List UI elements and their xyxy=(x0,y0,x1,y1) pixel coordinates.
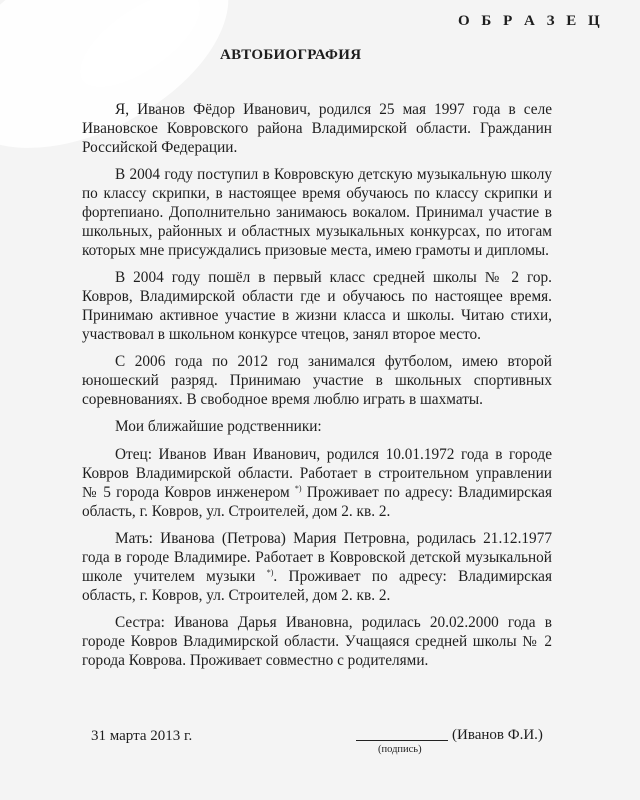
paragraph-music-school: В 2004 году поступил в Ковровскую детскую музыкальную школу по классу скрипки, в настоящее время обучаюсь по классу скрипки и фортепиано. Дополнительно занимаюсь вокалом. Принимал участие в школьных, районных и областных музыкальных конкурсах, по итогам которых мне присуждались призовые места, имею грамоты и дипломы. xyxy=(82,166,552,259)
footnote-mark: *) xyxy=(294,483,302,493)
footnote-mark: *) xyxy=(266,567,274,577)
relative-text: Сестра: Иванова Дарья Ивановна, родилась 20.02.2000 года в городе Ковров Владимирской области. Учащаяся средней школы № 2 города Коврова. Проживает совместно с родителями. xyxy=(82,614,552,669)
paragraph-sports: С 2006 года по 2012 год занимался футболом, имею второй юношеский разряд. Принимаю участие в школьных спортивных соревнованиях. В свободное время люблю играть в шахматы. xyxy=(82,353,552,408)
relative-text: Проживает по адресу: Владимирская область, г. Ковров, ул. Строителей, дом 2. кв. 2. xyxy=(82,484,552,520)
signature-line xyxy=(356,740,448,741)
paragraph-school: В 2004 году пошёл в первый класс средней школы № 2 гор. Ковров, Владимирской области где и обучаюсь по настоящее время. Принимаю активное участие в жизни класса и школы. Читаю стихи, участвовал в школьном конкурсе чтецов, занял второе место. xyxy=(82,269,552,343)
signature-caption: (подпись) xyxy=(378,744,422,755)
paragraph-intro: Я, Иванов Фёдор Иванович, родился 25 мая 1997 года в селе Ивановское Ковровского района Владимирской области. Гражданин Российской Федерации. xyxy=(82,101,552,156)
relative-mother xyxy=(82,529,552,605)
document-title: АВТОБИОГРАФИЯ xyxy=(220,47,362,63)
paragraph-relatives-heading: Мои ближайшие родственники: xyxy=(115,418,322,435)
relative-sister xyxy=(82,613,552,670)
document-date: 31 марта 2013 г. xyxy=(91,728,193,744)
signature-name: (Иванов Ф.И.) xyxy=(452,727,543,743)
relative-text: Мать: Иванова (Петрова) Мария Петровна, родилась 21.12.1977 года в городе Владимире. Работает в Ковровской детской музыкальной школе учителем музыки xyxy=(82,530,552,585)
relative-father xyxy=(82,445,552,521)
document-body xyxy=(82,100,552,678)
sample-stamp: О Б Р А З Е Ц xyxy=(458,13,604,29)
relative-text: Отец: Иванов Иван Иванович, родился 10.01.1972 года в городе Ковров Владимирской области. Работает в строительном управлении № 5 города Ковров инженером xyxy=(82,446,552,501)
relative-text: . Проживает по адресу: Владимирская область, г. Ковров, ул. Строителей, дом 2. кв. 2. xyxy=(82,568,552,604)
